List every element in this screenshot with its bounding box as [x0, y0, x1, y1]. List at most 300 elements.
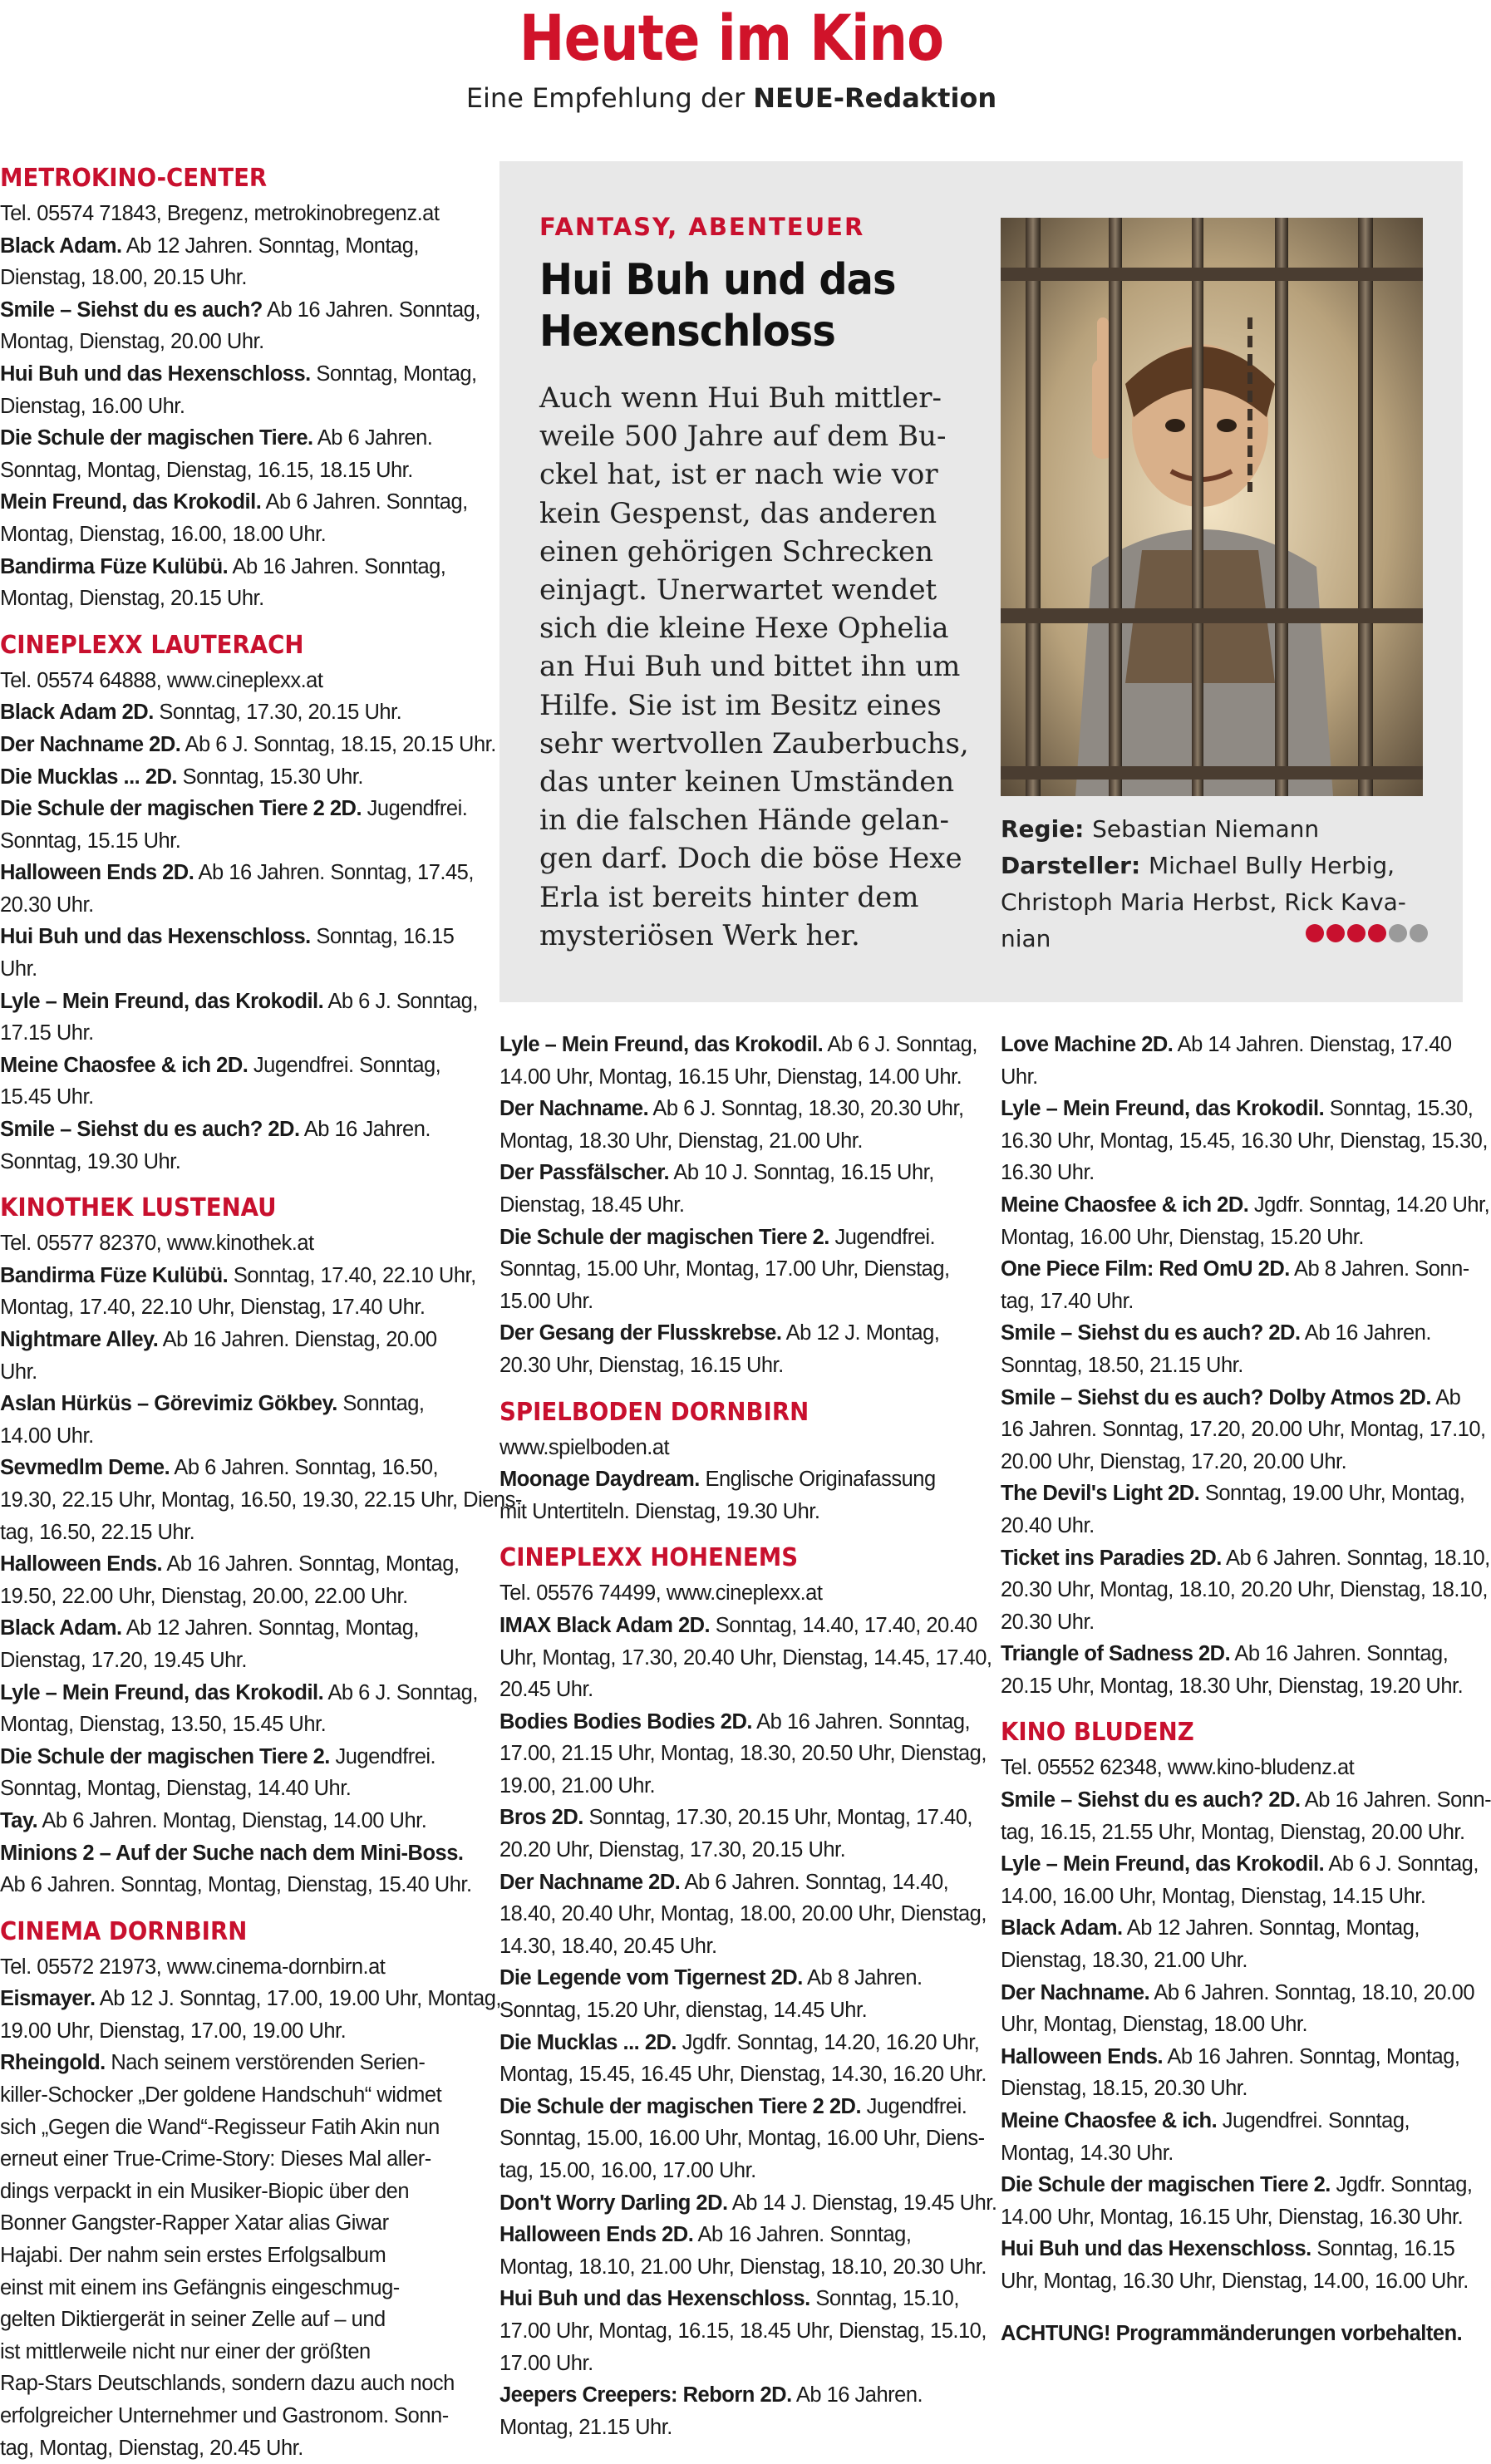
program-text: 14.00 Uhr, Montag, 16.15 Uhr, Dienstag, 14.00 Uhr. — [499, 1065, 962, 1089]
feature-text-line: das unter keinen Umständen — [539, 765, 955, 799]
program-text: Sonntag, 16.15 — [1311, 2237, 1455, 2261]
program-line — [1001, 1638, 1463, 1670]
program-text: 20.30 Uhr. — [1001, 1610, 1095, 1634]
program-text: Ab 16 Jahren. Sonntag, Montag, — [1163, 2044, 1460, 2068]
program-text: 18.40, 20.40 Uhr, Montag, 18.00, 20.00 Uhr, Dienstag, — [499, 1902, 987, 1926]
film-title: Hui Buh und das Hexenschloss. — [0, 361, 311, 386]
feature-text-line: ckel hat, ist er nach wie vor — [539, 458, 938, 492]
film-title: Aslan Hürküs – Görevimiz Gökbey. — [0, 1392, 337, 1416]
program-text: Sonntag, 19.00 Uhr, Montag, — [1199, 1482, 1465, 1506]
program-line — [0, 2143, 462, 2176]
program-text: mit Untertiteln. Dienstag, 19.30 Uhr. — [499, 1499, 820, 1523]
program-line — [1001, 1222, 1463, 1254]
film-title: Bandirma Füze Kulübü. — [0, 554, 229, 578]
credit-line — [1001, 884, 1433, 921]
program-text: Ab 14 Jahren. Dienstag, 17.40 — [1173, 1033, 1452, 1056]
program-text: Ab 16 Jahren. Sonntag, — [262, 298, 480, 322]
film-title: Lyle – Mein Freund, das Krokodil. — [0, 1680, 324, 1704]
program-text: 19.30, 22.15 Uhr, Montag, 16.50, 19.30, 22.15 Uhr, Diens- — [0, 1488, 522, 1512]
program-text: Jgdfr. Sonntag, — [1330, 2173, 1473, 2197]
program-text: Sonntag, — [337, 1392, 425, 1416]
program-text: dings verpackt in ein Musiker-Biopic über den — [0, 2179, 410, 2203]
subtitle-bold: NEUE-Redaktion — [753, 82, 997, 114]
program-text: Englische Originafassung — [699, 1468, 936, 1492]
feature-title — [539, 254, 896, 357]
program-text: Sonntag, Montag, — [310, 361, 477, 386]
film-title: Mein Freund, das Krokodil. — [0, 490, 262, 514]
program-line — [0, 2240, 462, 2272]
program-line — [0, 1837, 462, 1870]
program-line — [1001, 1977, 1474, 2009]
program-text: tag, 17.40 Uhr. — [1001, 1289, 1134, 1313]
rating-dot-filled — [1347, 924, 1366, 942]
program-text: Ab 10 J. Sonntag, 16.15 Uhr, — [669, 1161, 934, 1185]
film-title: Bros 2D. — [499, 1806, 583, 1830]
program-line — [0, 953, 462, 986]
program-line — [0, 1869, 472, 1901]
page-subtitle — [0, 81, 1463, 115]
program-line — [0, 793, 468, 825]
program-text: 20.30 Uhr. — [0, 893, 94, 917]
program-line — [0, 696, 462, 729]
program-text: Rap-Stars Deutschlands, sondern dazu auch noch — [0, 2372, 455, 2396]
program-line — [499, 1930, 957, 1963]
program-text: ist mittlerweile nicht nur einer der größten — [0, 2339, 371, 2363]
program-text: Ab 16 Jahren. Sonn- — [1300, 1788, 1491, 1812]
film-title: Smile – Siehst du es auch? 2D. — [1001, 1321, 1301, 1345]
program-line — [1001, 2105, 1463, 2137]
program-text: erneut einer True-Crime-Story: Dieses Mal aller- — [0, 2147, 431, 2171]
feature-text-line: an Hui Buh und bittet ihn um — [539, 650, 961, 684]
program-column-2 — [499, 1029, 997, 2443]
program-text: 20.15 Uhr, Montag, 18.30 Uhr, Dienstag, 19.20 Uhr. — [1001, 1674, 1464, 1698]
program-line — [0, 583, 462, 615]
film-title: Love Machine 2D. — [1001, 1033, 1174, 1056]
program-text: Ab 6 J. Sonntag, 18.30, 20.30 Uhr, — [648, 1097, 964, 1121]
feature-text-line: gen darf. Doch die böse Hexe — [539, 842, 962, 876]
rating-dots — [1306, 924, 1430, 946]
program-text: Sonntag, 17.30, 20.15 Uhr. — [153, 701, 402, 725]
feature-genre: FANTASY, ABENTEUER — [539, 213, 865, 241]
film-title: Smile – Siehst du es auch? Dolby Atmos 2D. — [1001, 1385, 1431, 1409]
program-text: Sonntag, 19.30 Uhr. — [0, 1149, 181, 1173]
page-title: Heute im Kino — [519, 1, 944, 75]
feature-text-line: kein Gespenst, das anderen — [539, 496, 937, 530]
program-line — [499, 1463, 957, 1496]
program-line — [499, 1610, 977, 1642]
program-line — [499, 1350, 957, 1382]
program-text: Tel. 05574 71843, Bregenz, metrokinobregenz.at — [0, 202, 440, 225]
program-text: Uhr, Montag, Dienstag, 18.00 Uhr. — [1001, 2013, 1308, 2037]
program-text: Sonntag, 15.15 Uhr. — [0, 829, 181, 853]
program-line — [0, 1983, 501, 2015]
subtitle-prefix: Eine Empfehlung der — [465, 82, 754, 114]
program-line — [0, 455, 462, 487]
program-line — [499, 2219, 957, 2251]
program-text: Ab 16 Jahren. Sonntag, — [228, 554, 446, 578]
program-line — [0, 2400, 462, 2432]
film-title: Black Adam. — [0, 1616, 122, 1640]
cinema-name: METROKINO-CENTER — [0, 164, 268, 193]
feature-text-line: einjagt. Unerwartet wendet — [539, 573, 937, 607]
program-line — [499, 1189, 957, 1222]
program-text: sich „Gegen die Wand“-Regisseur Fatih Akin nun — [0, 2115, 440, 2139]
program-line — [1001, 1317, 1463, 1350]
program-line — [499, 1802, 972, 1834]
program-line — [1001, 1414, 1486, 1446]
program-line — [0, 1081, 462, 1114]
program-text: Ab — [1430, 1385, 1461, 1409]
program-text: 20.30 Uhr, Dienstag, 16.15 Uhr. — [499, 1353, 784, 1377]
program-text: Ab 6 Jahren. Sonntag, 16.50, — [170, 1456, 439, 1480]
program-line — [499, 2348, 957, 2380]
rating-dot-empty — [1389, 924, 1407, 942]
program-line — [1001, 2137, 1463, 2170]
film-title: Meine Chaosfee & ich 2D. — [1001, 1193, 1249, 1217]
program-text: 17.00, 21.15 Uhr, Montag, 18.30, 20.50 Uhr, Dienstag, — [499, 1742, 987, 1766]
feature-text-line: Erla ist bereits hinter dem — [539, 880, 919, 914]
program-line — [0, 921, 462, 953]
film-title: Der Nachname. — [499, 1097, 649, 1121]
program-text: Montag, 16.00 Uhr, Dienstag, 15.20 Uhr. — [1001, 1225, 1364, 1249]
program-text: Jugendfrei. Sonntag, — [248, 1053, 441, 1077]
program-text: Sonntag, 16.15 — [310, 925, 455, 949]
film-title: Rheingold. — [0, 2051, 106, 2075]
film-title: Die Schule der magischen Tiere 2. — [0, 1744, 330, 1768]
program-line — [499, 1432, 957, 1464]
program-text: Jugendfrei. — [329, 1744, 436, 1768]
program-line — [499, 1061, 962, 1094]
film-title: Smile – Siehst du es auch? 2D. — [1001, 1788, 1301, 1812]
program-line — [0, 2304, 462, 2336]
program-line — [0, 358, 477, 391]
film-title: Minions 2 – Auf der Suche nach dem Mini-Boss. — [0, 1841, 464, 1865]
program-column-3 — [1001, 1029, 1491, 2349]
program-line — [0, 1291, 462, 1324]
program-text: Montag, 21.15 Uhr. — [499, 2415, 672, 2439]
film-title: One Piece Film: Red OmU 2D. — [1001, 1257, 1290, 1281]
program-text: Sonntag, Montag, Dienstag, 14.40 Uhr. — [0, 1777, 352, 1801]
program-line — [0, 326, 462, 358]
program-line — [0, 2176, 462, 2208]
film-title: Smile – Siehst du es auch? 2D. — [0, 1118, 300, 1142]
program-line — [0, 519, 462, 551]
program-line — [1001, 1157, 1463, 1189]
film-title: Halloween Ends. — [0, 1552, 163, 1576]
program-line — [0, 1805, 462, 1837]
program-line — [499, 2315, 987, 2348]
credit-line — [1001, 848, 1433, 884]
film-title: Die Schule der magischen Tiere 2. — [1001, 2173, 1331, 2197]
program-text: Montag, Dienstag, 16.00, 18.00 Uhr. — [0, 522, 327, 546]
program-line — [499, 1496, 957, 1528]
program-line — [0, 230, 462, 263]
program-text: Ab 6 J. Sonntag, 18.15, 20.15 Uhr. — [180, 732, 496, 756]
program-text: erfolgreicher Unternehmer und Gastronom. Sonn- — [0, 2404, 449, 2427]
program-text: Sonntag, 15.10, — [809, 2287, 959, 2311]
program-text: Christoph Maria Herbst, Rick Kava- — [1001, 888, 1406, 916]
program-line — [0, 825, 462, 858]
program-line — [1001, 1848, 1479, 1881]
film-title: Die Mucklas ... 2D. — [499, 2030, 677, 2054]
program-line — [0, 2079, 462, 2112]
program-text: Dienstag, 18.30, 21.00 Uhr. — [1001, 1949, 1247, 1973]
program-line — [499, 1738, 987, 1770]
program-line — [1001, 1350, 1463, 1382]
feature-title-line: Hui Buh und das — [539, 255, 896, 305]
program-line — [499, 1093, 964, 1125]
program-line — [499, 2091, 967, 2123]
feature-text-line: in die falschen Hände gelan- — [539, 804, 950, 838]
program-text: 20.20 Uhr, Dienstag, 17.30, 20.15 Uhr. — [499, 1838, 846, 1862]
cinema-name: CINEMA DORNBIRN — [0, 1916, 248, 1946]
film-feature-box — [499, 161, 1463, 1002]
program-line — [0, 2112, 462, 2144]
program-line — [0, 665, 462, 697]
program-text: 14.00, 16.00 Uhr, Montag, Dienstag, 14.15 Uhr. — [1001, 1884, 1426, 1908]
film-title: Meine Chaosfee & ich 2D. — [0, 1053, 248, 1077]
program-text: Dienstag, 18.15, 20.30 Uhr. — [1001, 2077, 1247, 2101]
film-title: Ticket ins Paradies 2D. — [1001, 1546, 1222, 1570]
program-text: Sonntag, Montag, Dienstag, 16.15, 18.15 Uhr. — [0, 458, 413, 482]
program-text: Ab 16 Jahren. Dienstag, 20.00 — [158, 1328, 437, 1351]
program-text: Montag, Dienstag, 20.15 Uhr. — [0, 587, 264, 611]
program-line — [499, 2251, 987, 2284]
program-line — [0, 1951, 462, 1984]
film-title: Der Passfälscher. — [499, 1161, 670, 1185]
program-text: Uhr. — [1001, 1065, 1038, 1089]
rating-dot-filled — [1368, 924, 1386, 942]
film-title: Darsteller: — [1001, 852, 1149, 879]
program-line — [499, 1157, 957, 1189]
program-text: Montag, Dienstag, 20.00 Uhr. — [0, 330, 264, 354]
program-line — [0, 2015, 462, 2048]
program-line — [0, 294, 480, 327]
film-title: Meine Chaosfee & ich. — [1001, 2109, 1218, 2132]
program-text: 14.30, 18.40, 20.45 Uhr. — [499, 1934, 717, 1958]
program-line — [1001, 2009, 1463, 2041]
film-title: Black Adam. — [1001, 1916, 1123, 1940]
program-line — [0, 1452, 462, 1484]
program-text: Michael Bully Herbig, — [1148, 852, 1395, 879]
program-line — [499, 2155, 957, 2187]
film-title: Bodies Bodies Bodies 2D. — [499, 1709, 752, 1734]
program-text: Hajabi. Der nahm sein erstes Erfolgsalbum — [0, 2244, 386, 2268]
program-line — [0, 2336, 462, 2368]
program-text: Tel. 05552 62348, www.kino-bludenz.at — [1001, 1756, 1355, 1780]
program-text: 16.30 Uhr. — [1001, 1161, 1095, 1185]
program-text: 14.00 Uhr, Montag, 16.15 Uhr, Dienstag, 16.30 Uhr. — [1001, 2205, 1464, 2229]
program-line — [0, 1114, 462, 1146]
program-line — [0, 2272, 462, 2304]
program-line — [499, 1642, 992, 1675]
program-text: Sonntag, 15.30 Uhr. — [177, 765, 363, 789]
program-text: tag, 16.50, 22.15 Uhr. — [0, 1520, 195, 1544]
program-line — [499, 2058, 987, 2091]
film-title: Die Legende vom Tigernest 2D. — [499, 1966, 803, 1990]
program-line — [499, 1125, 957, 1158]
feature-title-line: Hexenschloss — [539, 307, 835, 357]
program-line — [1001, 1784, 1491, 1817]
program-text: Montag, 17.40, 22.10 Uhr, Dienstag, 17.40 Uhr. — [0, 1296, 426, 1320]
spacer — [1001, 2298, 1463, 2318]
program-line — [0, 486, 468, 519]
program-line — [0, 1517, 462, 1549]
program-text: Ab 6 J. Sonntag, — [1324, 1852, 1479, 1876]
program-text: Ab 8 Jahren. Sonn- — [1289, 1257, 1469, 1281]
film-title: Smile – Siehst du es auch? — [0, 298, 263, 322]
film-title: Sevmedlm Deme. — [0, 1456, 170, 1480]
program-line — [499, 2027, 980, 2059]
film-title: Jeepers Creepers: Reborn 2D. — [499, 2383, 792, 2407]
program-text: Dienstag, 17.20, 19.45 Uhr. — [0, 1648, 247, 1672]
program-line — [499, 2122, 985, 2155]
program-text: 17.00 Uhr, Montag, 16.15, 18.45 Uhr, Dienstag, 15.10, — [499, 2319, 987, 2343]
program-line — [1001, 1542, 1490, 1575]
program-text: nian — [1001, 925, 1051, 952]
program-text: 19.50, 22.00 Uhr, Dienstag, 20.00, 22.00 Uhr. — [0, 1584, 408, 1608]
cinema-name: KINOTHEK LUSTENAU — [0, 1193, 277, 1223]
program-line — [1001, 1061, 1463, 1094]
program-text: Uhr, Montag, 16.30 Uhr, Dienstag, 14.00, 16.00 Uhr. — [1001, 2269, 1469, 2293]
program-text: 16 Jahren. Sonntag, 17.20, 20.00 Uhr, Montag, 17.10, — [1001, 1418, 1486, 1442]
program-text: Ab 12 Jahren. Sonntag, Montag, — [121, 1616, 419, 1640]
film-title: Nightmare Alley. — [0, 1328, 159, 1351]
program-line — [0, 1645, 462, 1677]
program-line — [1001, 1912, 1463, 1945]
film-title: Der Nachname 2D. — [499, 1870, 681, 1894]
program-line — [1001, 1478, 1463, 1510]
program-text: Sonntag, 18.50, 21.15 Uhr. — [1001, 1353, 1243, 1377]
program-line — [0, 1388, 462, 1420]
program-line — [1001, 2265, 1469, 2298]
program-line — [0, 551, 462, 583]
program-text: Jgdfr. Sonntag, 14.20 Uhr, — [1248, 1193, 1490, 1217]
program-text: 19.00, 21.00 Uhr. — [499, 1773, 656, 1798]
rating-dot-filled — [1306, 924, 1324, 942]
program-text: Ab 16 Jahren. — [791, 2383, 923, 2407]
program-text: Ab 16 Jahren. Sonntag, — [1230, 1642, 1449, 1666]
program-text: Ab 6 Jahren. — [312, 426, 433, 450]
film-title: Bandirma Füze Kulübü. — [0, 1263, 229, 1287]
program-text: Ab 16 Jahren. Sonntag, 17.45, — [194, 861, 474, 885]
program-text: 17.00 Uhr. — [499, 2351, 593, 2375]
program-line — [0, 1677, 478, 1709]
program-text: Tel. 05572 21973, www.cinema-dornbirn.at — [0, 1955, 386, 1979]
film-title: Die Schule der magischen Tiere 2 2D. — [499, 2094, 862, 2118]
program-text: Sebastian Niemann — [1092, 815, 1320, 843]
program-text: Dienstag, 18.45 Uhr. — [499, 1193, 685, 1217]
program-line — [499, 1706, 971, 1739]
film-title: Black Adam 2D. — [0, 701, 154, 725]
program-text: Sonntag, 15.20 Uhr, dienstag, 14.45 Uhr. — [499, 1999, 868, 2023]
film-title: Regie: — [1001, 815, 1093, 843]
program-line — [499, 1770, 957, 1803]
program-line — [499, 1834, 957, 1866]
program-text: Sonntag, 15.00 Uhr, Montag, 17.00 Uhr, Dienstag, — [499, 1257, 950, 1281]
program-text: gelten Diktiergerät in seiner Zelle auf – und — [0, 2308, 386, 2332]
program-text: Uhr. — [0, 957, 37, 981]
film-title: Die Mucklas ... 2D. — [0, 765, 178, 789]
program-line — [0, 1227, 462, 1260]
program-line — [0, 1260, 476, 1292]
program-line — [0, 1484, 522, 1517]
program-line — [499, 1317, 957, 1350]
program-text: 20.00 Uhr, Dienstag, 17.20, 20.00 Uhr. — [1001, 1449, 1347, 1473]
program-line — [0, 986, 478, 1018]
program-line — [1001, 2073, 1463, 2105]
program-line — [0, 2368, 462, 2400]
program-text: Montag, 15.45, 16.45 Uhr, Dienstag, 14.30, 16.20 Uhr. — [499, 2063, 987, 2087]
program-line — [0, 1050, 462, 1082]
program-text: Dienstag, 18.00, 20.15 Uhr. — [0, 266, 247, 290]
program-text: tag, 15.00, 16.00, 17.00 Uhr. — [499, 2159, 756, 2182]
program-line — [0, 1420, 462, 1453]
film-title: Tay. — [0, 1808, 38, 1832]
program-line — [499, 1253, 957, 1286]
program-text: tag, Montag, Dienstag, 20.45 Uhr. — [0, 2436, 303, 2460]
program-text: 15.45 Uhr. — [0, 1085, 94, 1109]
program-text: Sonntag, 17.40, 22.10 Uhr, — [228, 1263, 476, 1287]
program-text: Ab 6 J. Sonntag, — [823, 1033, 977, 1056]
program-text: Ab 6 Jahren. Sonntag, 18.10, — [1221, 1546, 1490, 1570]
film-title: Der Nachname. — [1001, 1980, 1150, 2004]
program-text: Jugendfrei. — [362, 797, 468, 821]
rating-dot-filled — [1326, 924, 1345, 942]
program-text: 14.00 Uhr. — [0, 1424, 94, 1448]
cinema-name: CINEPLEXX HOHENEMS — [499, 1543, 799, 1573]
feature-text-line: sich die kleine Hexe Ophelia — [539, 612, 949, 646]
program-line — [0, 857, 474, 889]
program-line — [499, 1222, 957, 1254]
program-line — [0, 1146, 462, 1178]
program-line — [1001, 1574, 1488, 1606]
program-text: Montag, 18.30 Uhr, Dienstag, 21.00 Uhr. — [499, 1129, 863, 1153]
program-line — [0, 2432, 462, 2464]
program-text: 17.15 Uhr. — [0, 1021, 94, 1045]
program-line — [499, 2283, 957, 2315]
program-text: einst mit einem ins Gefängnis eingeschmug- — [0, 2275, 400, 2299]
program-text: Dienstag, 16.00 Uhr. — [0, 394, 185, 418]
program-text: Tel. 05574 64888, www.cineplexx.at — [0, 668, 323, 692]
program-line — [499, 2187, 997, 2220]
program-text: 20.30 Uhr, Montag, 18.10, 20.20 Uhr, Dienstag, 18.10, — [1001, 1578, 1488, 1602]
program-text: Montag, 18.10, 21.00 Uhr, Dienstag, 18.10, 20.30 Uhr. — [499, 2255, 987, 2279]
program-line — [1001, 1446, 1463, 1478]
film-title: Hui Buh und das Hexenschloss. — [1001, 2237, 1311, 2261]
feature-text-line: Hilfe. Sie ist im Besitz eines — [539, 688, 942, 722]
program-text: Bonner Gangster-Rapper Xatar alias Giwar — [0, 2211, 389, 2235]
film-title: Hui Buh und das Hexenschloss. — [499, 2287, 810, 2311]
program-line — [0, 1741, 462, 1773]
film-title: ACHTUNG! Programmänderungen vorbehalten. — [1001, 2321, 1463, 2345]
film-title: Die Schule der magischen Tiere 2. — [499, 1225, 829, 1249]
cinema-name: CINEPLEXX LAUTERACH — [0, 630, 304, 660]
film-title: Halloween Ends. — [1001, 2044, 1164, 2068]
program-line — [0, 1612, 462, 1645]
program-line — [0, 2047, 462, 2079]
program-text: Sonntag, 15.00, 16.00 Uhr, Montag, 16.00 Uhr, Diens- — [499, 2127, 985, 2151]
program-line — [0, 391, 462, 423]
film-title: Lyle – Mein Freund, das Krokodil. — [1001, 1852, 1325, 1876]
program-text: Sonntag, 14.40, 17.40, 20.40 — [710, 1613, 977, 1637]
program-text: Sonntag, 15.30, — [1324, 1097, 1474, 1121]
program-text: Jugendfrei. — [829, 1225, 936, 1249]
cinema-name: SPIELBODEN DORNBIRN — [499, 1397, 809, 1427]
program-line — [0, 889, 462, 922]
rating-dot-empty — [1410, 924, 1428, 942]
program-text: Tel. 05577 82370, www.kinothek.at — [0, 1232, 314, 1256]
